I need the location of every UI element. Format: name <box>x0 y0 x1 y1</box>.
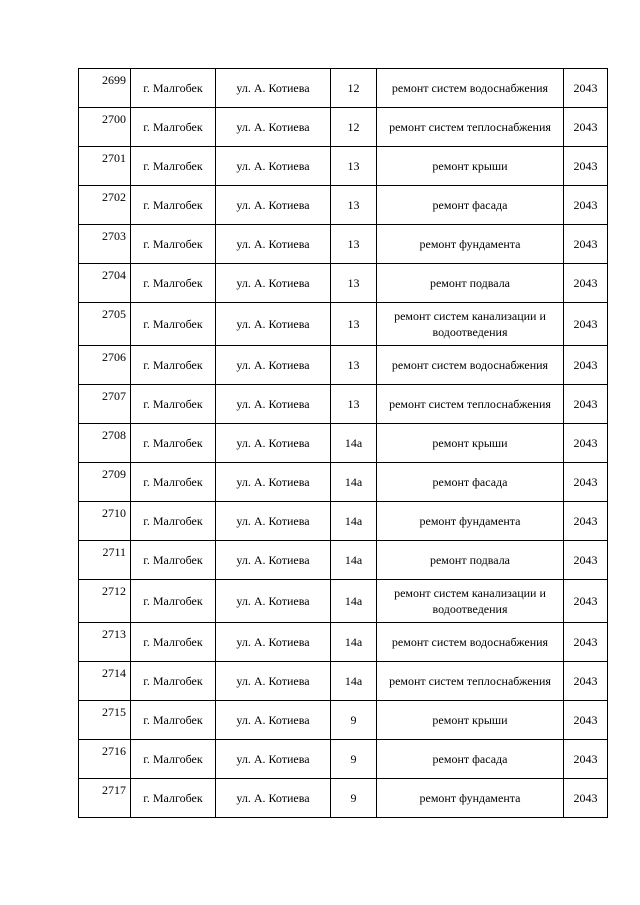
year-cell: 2043 <box>564 740 608 779</box>
year-cell: 2043 <box>564 264 608 303</box>
city-cell: г. Малгобек <box>131 463 216 502</box>
street-cell: ул. А. Котиева <box>216 779 331 818</box>
street-cell: ул. А. Котиева <box>216 502 331 541</box>
work-type-cell: ремонт фундамента <box>377 225 564 264</box>
city-cell: г. Малгобек <box>131 740 216 779</box>
work-type-cell: ремонт крыши <box>377 147 564 186</box>
row-number: 2709 <box>79 463 131 502</box>
year-cell: 2043 <box>564 108 608 147</box>
work-type-cell: ремонт систем водоснабжения <box>377 346 564 385</box>
city-cell: г. Малгобек <box>131 541 216 580</box>
city-cell: г. Малгобек <box>131 662 216 701</box>
work-type-cell: ремонт систем канализации и водоотведения <box>377 580 564 623</box>
house-cell: 9 <box>331 740 377 779</box>
city-cell: г. Малгобек <box>131 108 216 147</box>
house-cell: 14а <box>331 502 377 541</box>
table-row <box>79 69 608 108</box>
house-cell: 14а <box>331 463 377 502</box>
row-number: 2716 <box>79 740 131 779</box>
street-cell: ул. А. Котиева <box>216 385 331 424</box>
house-cell: 12 <box>331 108 377 147</box>
work-type-cell: ремонт фасада <box>377 463 564 502</box>
street-cell: ул. А. Котиева <box>216 463 331 502</box>
city-cell: г. Малгобек <box>131 225 216 264</box>
house-cell: 13 <box>331 303 377 346</box>
year-cell: 2043 <box>564 623 608 662</box>
work-type-cell: ремонт подвала <box>377 541 564 580</box>
row-number: 2705 <box>79 303 131 346</box>
row-number: 2711 <box>79 541 131 580</box>
house-cell: 13 <box>331 264 377 303</box>
year-cell: 2043 <box>564 147 608 186</box>
work-type-cell: ремонт фасада <box>377 186 564 225</box>
house-cell: 13 <box>331 346 377 385</box>
work-type-cell: ремонт крыши <box>377 701 564 740</box>
work-type-cell: ремонт фасада <box>377 740 564 779</box>
street-cell: ул. А. Котиева <box>216 701 331 740</box>
row-number: 2699 <box>79 69 131 108</box>
street-cell: ул. А. Котиева <box>216 541 331 580</box>
work-type-cell: ремонт подвала <box>377 264 564 303</box>
house-cell: 13 <box>331 225 377 264</box>
row-number: 2712 <box>79 580 131 623</box>
table-row <box>79 385 608 424</box>
row-number: 2707 <box>79 385 131 424</box>
city-cell: г. Малгобек <box>131 303 216 346</box>
street-cell: ул. А. Котиева <box>216 346 331 385</box>
table-row <box>79 580 608 623</box>
house-cell: 14а <box>331 623 377 662</box>
year-cell: 2043 <box>564 779 608 818</box>
year-cell: 2043 <box>564 69 608 108</box>
city-cell: г. Малгобек <box>131 264 216 303</box>
house-cell: 14а <box>331 580 377 623</box>
work-type-cell: ремонт систем теплоснабжения <box>377 108 564 147</box>
year-cell: 2043 <box>564 502 608 541</box>
table-row <box>79 541 608 580</box>
table-row <box>79 779 608 818</box>
table-row <box>79 623 608 662</box>
city-cell: г. Малгобек <box>131 186 216 225</box>
table-row <box>79 346 608 385</box>
city-cell: г. Малгобек <box>131 385 216 424</box>
table-row <box>79 186 608 225</box>
city-cell: г. Малгобек <box>131 779 216 818</box>
row-number: 2713 <box>79 623 131 662</box>
street-cell: ул. А. Котиева <box>216 186 331 225</box>
work-type-cell: ремонт систем водоснабжения <box>377 623 564 662</box>
street-cell: ул. А. Котиева <box>216 740 331 779</box>
year-cell: 2043 <box>564 225 608 264</box>
house-cell: 13 <box>331 147 377 186</box>
house-cell: 9 <box>331 779 377 818</box>
city-cell: г. Малгобек <box>131 424 216 463</box>
house-cell: 14а <box>331 662 377 701</box>
city-cell: г. Малгобек <box>131 69 216 108</box>
work-type-cell: ремонт фундамента <box>377 779 564 818</box>
work-type-cell: ремонт систем теплоснабжения <box>377 385 564 424</box>
year-cell: 2043 <box>564 541 608 580</box>
table-row <box>79 424 608 463</box>
city-cell: г. Малгобек <box>131 580 216 623</box>
table-row <box>79 463 608 502</box>
house-cell: 12 <box>331 69 377 108</box>
street-cell: ул. А. Котиева <box>216 225 331 264</box>
house-cell: 9 <box>331 701 377 740</box>
work-type-cell: ремонт крыши <box>377 424 564 463</box>
street-cell: ул. А. Котиева <box>216 147 331 186</box>
year-cell: 2043 <box>564 303 608 346</box>
table-row <box>79 264 608 303</box>
row-number: 2717 <box>79 779 131 818</box>
row-number: 2708 <box>79 424 131 463</box>
year-cell: 2043 <box>564 385 608 424</box>
street-cell: ул. А. Котиева <box>216 108 331 147</box>
city-cell: г. Малгобек <box>131 623 216 662</box>
city-cell: г. Малгобек <box>131 701 216 740</box>
work-type-cell: ремонт систем водоснабжения <box>377 69 564 108</box>
year-cell: 2043 <box>564 424 608 463</box>
row-number: 2715 <box>79 701 131 740</box>
work-type-cell: ремонт систем теплоснабжения <box>377 662 564 701</box>
street-cell: ул. А. Котиева <box>216 264 331 303</box>
table-row <box>79 502 608 541</box>
table-row <box>79 701 608 740</box>
table-row <box>79 147 608 186</box>
table-row <box>79 303 608 346</box>
work-type-cell: ремонт фундамента <box>377 502 564 541</box>
street-cell: ул. А. Котиева <box>216 69 331 108</box>
house-cell: 13 <box>331 385 377 424</box>
house-cell: 14а <box>331 541 377 580</box>
row-number: 2710 <box>79 502 131 541</box>
table-row <box>79 662 608 701</box>
street-cell: ул. А. Котиева <box>216 662 331 701</box>
work-type-cell: ремонт систем канализации и водоотведения <box>377 303 564 346</box>
house-cell: 14а <box>331 424 377 463</box>
row-number: 2702 <box>79 186 131 225</box>
year-cell: 2043 <box>564 701 608 740</box>
row-number: 2701 <box>79 147 131 186</box>
year-cell: 2043 <box>564 580 608 623</box>
table-row <box>79 108 608 147</box>
street-cell: ул. А. Котиева <box>216 623 331 662</box>
year-cell: 2043 <box>564 463 608 502</box>
row-number: 2706 <box>79 346 131 385</box>
row-number: 2714 <box>79 662 131 701</box>
table-row <box>79 225 608 264</box>
row-number: 2703 <box>79 225 131 264</box>
row-number: 2700 <box>79 108 131 147</box>
street-cell: ул. А. Котиева <box>216 303 331 346</box>
year-cell: 2043 <box>564 346 608 385</box>
repair-schedule-table <box>78 68 608 818</box>
house-cell: 13 <box>331 186 377 225</box>
city-cell: г. Малгобек <box>131 346 216 385</box>
row-number: 2704 <box>79 264 131 303</box>
table-row <box>79 740 608 779</box>
city-cell: г. Малгобек <box>131 502 216 541</box>
city-cell: г. Малгобек <box>131 147 216 186</box>
year-cell: 2043 <box>564 662 608 701</box>
street-cell: ул. А. Котиева <box>216 580 331 623</box>
year-cell: 2043 <box>564 186 608 225</box>
street-cell: ул. А. Котиева <box>216 424 331 463</box>
